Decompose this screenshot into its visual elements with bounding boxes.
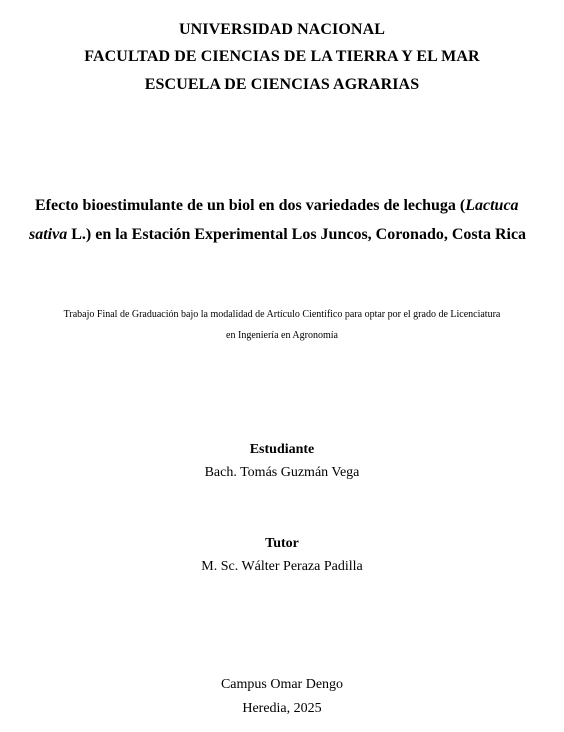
- place-date: Heredia, 2025: [242, 701, 322, 716]
- thesis-title-line-2: [29, 226, 533, 244]
- student-name: Bach. Tomás Guzmán Vega: [204, 465, 360, 480]
- campus-name: Campus Omar Dengo: [220, 677, 344, 692]
- school-name: ESCUELA DE CIENCIAS AGRARIAS: [144, 76, 420, 93]
- university-name: UNIVERSIDAD NACIONAL: [178, 21, 386, 38]
- thesis-title-line-1-text: Efecto bioestimulante de un biol en dos variedades de lechuga (: [35, 197, 466, 214]
- student-label: Estudiante: [249, 442, 315, 457]
- thesis-title-genus: Lactuca: [465, 197, 519, 214]
- tutor-label: Tutor: [265, 536, 299, 551]
- thesis-title-line-1: [35, 197, 539, 215]
- modality-line-1: Trabajo Final de Graduación bajo la modalidad de Artículo Científico para optar por el grado de Licenciatura: [63, 309, 501, 320]
- modality-line-2: en Ingeniería en Agronomía: [226, 330, 338, 341]
- faculty-name: FACULTAD DE CIENCIAS DE LA TIERRA Y EL MAR: [84, 48, 480, 65]
- tutor-name: M. Sc. Wálter Peraza Padilla: [201, 559, 363, 574]
- thesis-title-species: sativa: [29, 226, 68, 243]
- thesis-title-line-2-text: L.) en la Estación Experimental Los Juncos, Coronado, Costa Rica: [67, 226, 527, 243]
